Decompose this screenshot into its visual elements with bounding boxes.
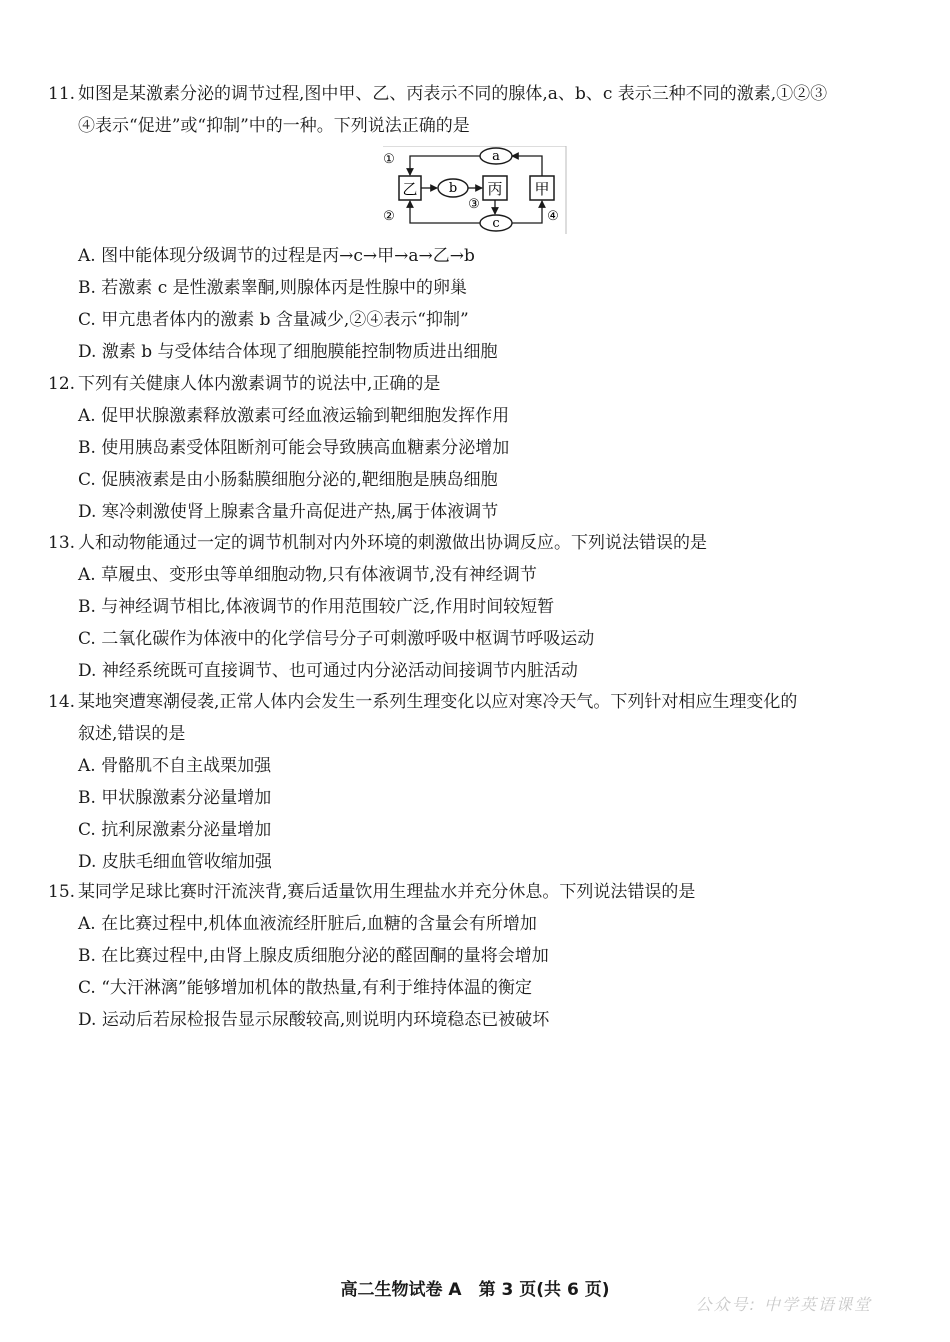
- question-text: 叙述,错误的是: [78, 724, 186, 744]
- arrow-a-to-yi: [410, 156, 480, 175]
- question-number: 13.: [48, 533, 76, 553]
- question-15: [48, 876, 910, 1036]
- option-c: C. 抗利尿激素分泌量增加: [78, 820, 272, 840]
- question-number: 11.: [48, 84, 76, 104]
- question-11: [48, 78, 910, 142]
- label-jia: 甲: [534, 180, 550, 198]
- question-stem: [48, 876, 910, 908]
- marker-4: ④: [547, 209, 559, 224]
- question-text: 下列有关健康人体内激素调节的说法中,正确的是: [78, 374, 441, 394]
- arrow-c-to-jia: [512, 201, 542, 223]
- option-d: D. 神经系统既可直接调节、也可通过内分泌活动间接调节内脏活动: [78, 661, 578, 681]
- option-b: B. 甲状腺激素分泌量增加: [78, 788, 272, 808]
- question-11-options: [48, 240, 910, 368]
- option-a: A. 在比赛过程中,机体血液流经肝脏后,血糖的含量会有所增加: [78, 914, 537, 934]
- label-b: b: [448, 181, 458, 196]
- option-a: A. 草履虫、变形虫等单细胞动物,只有体液调节,没有神经调节: [78, 565, 537, 585]
- option-c: C. 促胰液素是由小肠黏膜细胞分泌的,靶细胞是胰岛细胞: [78, 470, 498, 490]
- question-number: 15.: [48, 882, 76, 902]
- question-12: [48, 368, 910, 528]
- question-text: 某同学足球比赛时汗流浃背,赛后适量饮用生理盐水并充分休息。下列说法错误的是: [78, 882, 696, 902]
- option-c: C. 甲亢患者体内的激素 b 含量减少,②④表示“抑制”: [78, 310, 469, 330]
- option-d: D. 激素 b 与受体结合体现了细胞膜能控制物质进出细胞: [78, 342, 498, 362]
- option-c: C. 二氧化碳作为体液中的化学信号分子可刺激呼吸中枢调节呼吸运动: [78, 629, 595, 649]
- question-stem: [48, 78, 910, 110]
- page-footer: 高二生物试卷 A 第 3 页(共 6 页): [340, 1280, 610, 1300]
- option-a: A. 骨骼肌不自主战栗加强: [78, 756, 272, 776]
- watermark: 公众号: 中学英语课堂: [695, 1295, 872, 1314]
- question-text: 如图是某激素分泌的调节过程,图中甲、乙、丙表示不同的腺体,a、b、c 表示三种不同的激素,①②③: [78, 84, 828, 104]
- option-b: B. 在比赛过程中,由肾上腺皮质细胞分泌的醛固酮的量将会增加: [78, 946, 549, 966]
- hormone-regulation-diagram: [383, 146, 568, 236]
- question-stem-continued: [48, 110, 910, 142]
- question-stem: [48, 368, 910, 400]
- question-text: 某地突遭寒潮侵袭,正常人体内会发生一系列生理变化以应对寒冷天气。下列针对相应生理变化的: [78, 692, 798, 712]
- option-a: A. 促甲状腺激素释放激素可经血液运输到靶细胞发挥作用: [78, 406, 510, 426]
- marker-1: ①: [383, 152, 395, 167]
- marker-2: ②: [383, 209, 395, 224]
- question-stem-continued: [48, 718, 910, 750]
- label-a: a: [492, 149, 500, 164]
- question-stem: [48, 527, 910, 559]
- option-c: C. “大汗淋漓”能够增加机体的散热量,有利于维持体温的衡定: [78, 978, 532, 998]
- option-d: D. 运动后若尿检报告显示尿酸较高,则说明内环境稳态已被破坏: [78, 1010, 550, 1030]
- marker-3: ③: [468, 197, 480, 212]
- label-c: c: [492, 216, 500, 231]
- label-yi: 乙: [402, 180, 418, 198]
- option-b: B. 若激素 c 是性激素睾酮,则腺体丙是性腺中的卵巢: [78, 278, 468, 298]
- question-text: ④表示“促进”或“抑制”中的一种。下列说法正确的是: [78, 116, 470, 136]
- option-b: B. 与神经调节相比,体液调节的作用范围较广泛,作用时间较短暂: [78, 597, 555, 617]
- option-b: B. 使用胰岛素受体阻断剂可能会导致胰高血糖素分泌增加: [78, 438, 510, 458]
- question-text: 人和动物能通过一定的调节机制对内外环境的刺激做出协调反应。下列说法错误的是: [78, 533, 707, 553]
- option-a: A. 图中能体现分级调节的过程是丙→c→甲→a→乙→b: [78, 246, 475, 266]
- option-d: D. 皮肤毛细血管收缩加强: [78, 852, 272, 872]
- question-14: [48, 686, 910, 878]
- label-bing: 丙: [487, 180, 503, 198]
- question-13: [48, 527, 910, 687]
- question-stem: [48, 686, 910, 718]
- question-number: 14.: [48, 692, 76, 712]
- option-d: D. 寒冷刺激使肾上腺素含量升高促进产热,属于体液调节: [78, 502, 499, 522]
- arrow-jia-to-a: [512, 156, 542, 176]
- question-number: 12.: [48, 374, 76, 394]
